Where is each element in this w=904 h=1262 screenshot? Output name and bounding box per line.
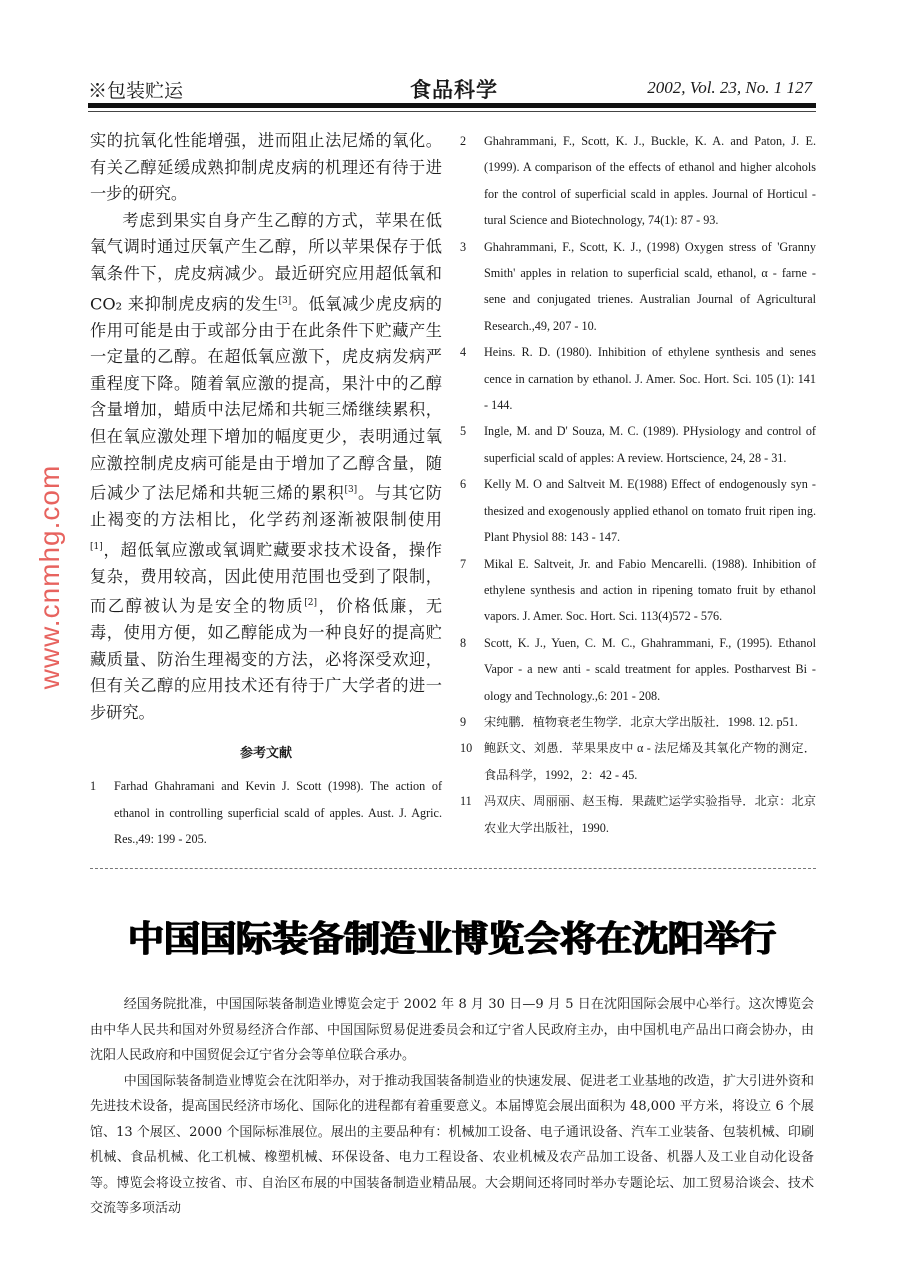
reference-text: Ghahrammani, F., Scott, K. J., Buckle, K. A. and Paton, J. E. (1999). A comparison of the effects of ethanol and higher alcohols for the control of superficial scald in apples. Journal of Horticul - tural Science and Biotechnology, 74(1): 87 - 93. [484,134,816,228]
reference-number: 2 [460,134,467,148]
citation: [3] [278,295,292,306]
reference-text: Ingle, M. and D' Souza, M. C. (1989). PHysiology and control of superficial scald of apples: A review. Hortscience, 24, 28 - 31. [484,424,816,465]
reference-item [460,788,816,841]
reference-text: Scott, K. J., Yuen, C. M. C., Ghahrammani, F., (1995). Ethanol Vapor - a new anti - scald treatment for apples. Postharvest Bi - ology and Technology.,6: 201 - 208. [484,635,816,703]
reference-item [460,551,816,630]
reference-item [460,418,816,471]
reference-item [460,735,816,788]
reference-number: 4 [460,345,467,360]
reference-item [460,709,816,735]
citation: [1] [90,541,103,552]
header-rule [88,103,816,108]
reference-number: 1 [90,779,97,794]
reference-text: Kelly M. O and Saltveit M. E(1988) Effect of endogenously syn - thesized and exogenously applied ethanol on tomato fruit ripen ing. Plant Physiol 88: 143 - 147. [484,477,816,545]
section-label: ※包装贮运 [88,80,184,102]
reference-item [460,471,816,550]
news-paragraph-2: 中国国际装备制造业博览会在沈阳举办，对于推动我国装备制造业的快速发展、促进老工业基地的改造，扩大引进外资和先进技术设备，提高国民经济市场化、国际化的进程都有着重要意义。本届博览会展出面积为 48,000 平方米，将设立 6 个展馆、13 个展区、2000 个国际标准展位。展出的主要品种有：机械加工设备、电子通讯设备、汽车工业装备、包装机械、印刷机械、食品机械、化工机械、橡塑机械、环保设备、电力工程设备、农业机械及农产品加工设备、机器人及工业自动化设备等。博览会将设立按省、市、自治区布展的中国装备制造业精品展。大会期间还将同时举办专题论坛、加工贸易洽谈会、技术交流等多项活动 [90,1073,814,1216]
reference-number: 6 [460,477,467,492]
reference-item [460,339,816,418]
journal-logo: 食品科学 [410,78,498,102]
reference-number: 10 [460,741,473,756]
news-paragraph-1: 经国务院批准，中国国际装备制造业博览会定于 2002 年 8 月 30 日—9 月 5 日在沈阳国际会展中心举行。这次博览会由中华人民共和国对外贸易经济合作部、中国国际贸易促进委员会和辽宁省人民政府主办，由中国机电产品出口商会协办，由沈阳人民政府和中国贸促会辽宁省分会等单位联合承办。 [90,997,814,1063]
text-run: 。与其它防止褐变的方法相比，化学药剂逐渐被限制使用 [90,483,442,530]
text-run: ，价格低廉，无毒，使用方便，如乙醇能成为一种良好的提高贮藏质量、防治生理褐变的方法，必将深受欢迎，但有关乙醇的应用技术还有待于广大学者的进一步研究。 [90,596,443,723]
section-divider [90,868,816,869]
text-run: 。低氧减少虎皮病的作用可能是由于或部分由于在此条件下贮藏产生一定量的乙醇。在超低氧应激下，虎皮病发病严重程度下降。随着氧应激的提高，果汁中的乙醇含量增加，蜡质中法尼烯和共轭三烯继续累积，但在氧应激处理下增加的幅度更少，表明通过氧应激控制虎皮病可能是由于增加了乙醇含量，随后减少了法尼烯和共轭三烯的累积 [90,293,442,503]
watermark: www.cnmhg.com [34,464,65,690]
body-paragraph-1: 实的抗氧化性能增强，进而阻止法尼烯的氧化。有关乙醇延缓成熟抑制虎皮病的机理还有待于进一步的研究。 [90,131,442,204]
right-column [460,128,816,841]
news-headline: 中国国际装备制造业博览会将在沈阳举行 [127,919,776,960]
reference-number: 9 [460,714,467,729]
header-rule-thin [88,111,816,112]
left-column [90,128,442,852]
text-run: ，超低氧应激或氧调贮藏要求技术设备，操作复杂，费用较高，因此使用范围也受到了限制，而乙醇被认为是安全的物质 [90,540,442,616]
reference-text: 冯双庆、周丽丽、赵玉梅．果蔬贮运学实验指导．北京：北京农业大学出版社，1990. [484,794,816,835]
reference-item [460,630,816,709]
reference-text: Heins. R. D. (1980). Inhibition of ethylene synthesis and senes cence in carnation by ethanol. J. Amer. Soc. Hort. Sci. 105 (1): 141 - 144. [484,345,816,413]
reference-text: 鲍跃文、刘愚．苹果果皮中 α - 法尼烯及其氧化产物的测定．食品科学，1992，2：42 - 45. [484,741,816,782]
references-title: 参考文献 [239,745,292,761]
text-run: 考虑到果实自身产生乙醇的方式，苹果在低氧气调时通过厌氧产生乙醇，所以苹果保存于低氧条件下，虎皮病减少。最近研究应用超低氧和 CO₂ 来抑制虎皮病的发生 [90,210,442,313]
citation: [2] [304,598,318,609]
news-body [90,992,814,1222]
reference-text: Ghahrammani, F., Scott, K. J., (1998) Oxygen stress of 'Granny Smith' apples in relation to superficial scald, ethanol, α - farne - sene and conjugated trienes. Australian Journal of Agricultural Research.,49, 207 - 10. [484,239,816,333]
reference-text: Farhad Ghahramani and Kevin J. Scott (1998). The action of ethanol in controlling superficial scald of apples. Aust. J. Agric. Res.,49: 199 - 205. [114,779,442,847]
citation: [3] [344,485,358,496]
reference-item [460,234,816,340]
reference-item [460,128,816,234]
reference-number: 5 [460,424,467,439]
reference-number: 7 [460,556,467,571]
reference-text: 宋纯鹏．植物衰老生物学．北京大学出版社．1998. 12. p51. [484,714,798,729]
reference-item [90,773,442,852]
reference-number: 3 [460,239,467,254]
reference-number: 11 [460,794,472,809]
reference-number: 8 [460,635,467,650]
reference-text: Mikal E. Saltveit, Jr. and Fabio Mencarelli. (1988). Inhibition of ethylene synthesis and action in ripening tomato fruit by ethanol vapors. J. Amer. Soc. Hort. Sci. 113(4)572 - 576. [484,556,816,624]
body-paragraph-2 [90,208,442,727]
issue-info: 2002, Vol. 23, No. 1 127 [647,78,812,97]
